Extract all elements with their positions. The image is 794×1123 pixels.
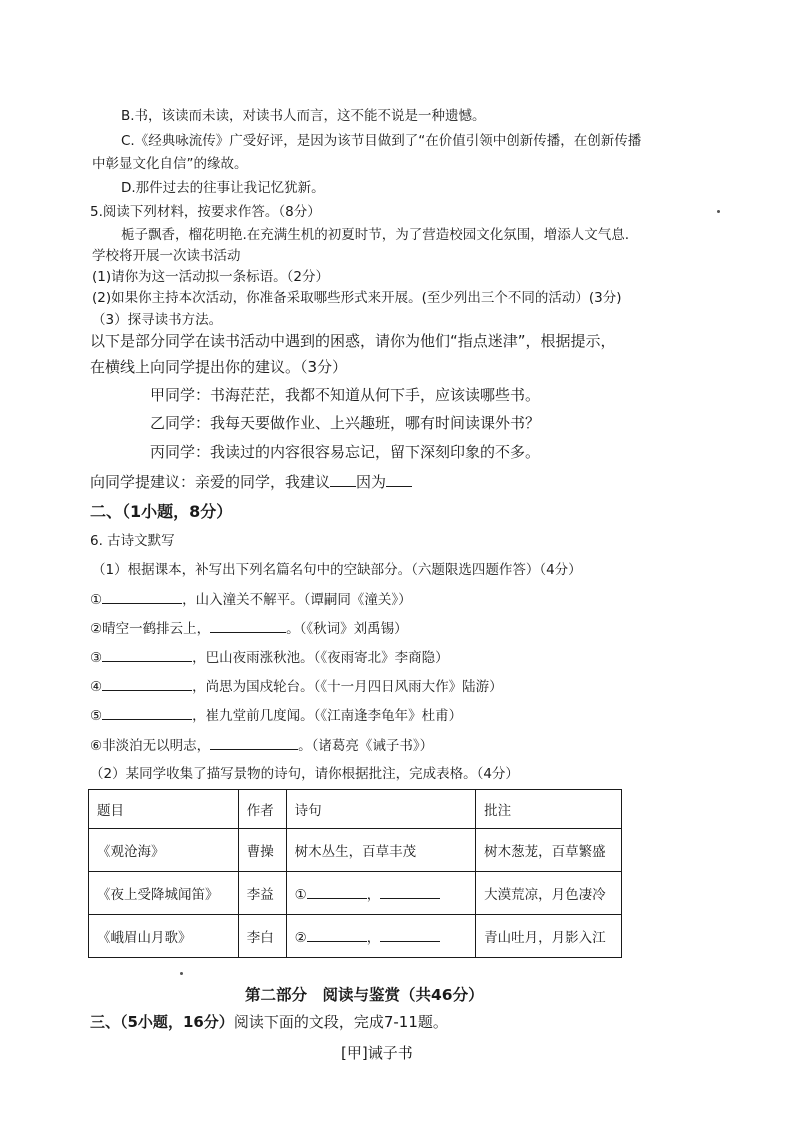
section3-heading-bold: 三、（5小题，16分） [90, 1013, 234, 1031]
table-header-note: 批注 [476, 790, 622, 829]
option-c-line2: 中彰显文化自信”的缘故。 [92, 156, 248, 172]
question6-part1-prompt: （1）根据课本，补写出下列名篇名句中的空缺部分。（六题限选四题作答）（4分） [92, 562, 582, 578]
student-c-text: 丙同学：我读过的内容很容易忘记，留下深刻印象的不多。 [150, 443, 541, 461]
verse-blank-2a[interactable] [307, 928, 367, 942]
recite-item-5: ⑤ ，崔九堂前几度闻。（《江南逢李龟年》杜甫） [90, 708, 463, 724]
recite-blank-6[interactable] [210, 736, 298, 750]
option-c-line1: C.《经典咏流传》广受好评，是因为该节目做到了“在价值引领中创新传播，在创新传播 [121, 133, 642, 149]
question5-sub2: (2)如果你主持本次活动，你准备采取哪些形式来开展。(至少列出三个不同的活动）(3分) [92, 290, 622, 306]
table-header-author: 作者 [238, 790, 286, 829]
verse-blank-2b[interactable] [380, 928, 440, 942]
recite-item-2: ②晴空一鹤排云上， 。（《秋词》刘禹锡） [90, 621, 408, 637]
student-a-text: 甲同学：书海茫茫，我都不知道从何下手，应该读哪些书。 [150, 386, 541, 404]
recite-blank-1[interactable] [102, 590, 182, 604]
recite-item-1: ① ，山入潼关不解平。（谭嗣同《潼关》） [90, 592, 412, 608]
question5-material-line1: 栀子飘香，榴花明艳.在充满生机的初夏时节，为了营造校园文化氛围，增添人文气息. [121, 227, 630, 243]
verse-cell-2: ② ， [286, 915, 475, 958]
student-b-text: 乙同学：我每天要做作业、上兴趣班，哪有时间读课外书？ [150, 414, 541, 432]
question5-heading: 5.阅读下列材料，按要求作答。（8分） [90, 204, 321, 220]
advice-line [90, 473, 412, 491]
advice-blank-2[interactable] [386, 473, 412, 487]
table-row: 《观沧海》 曹操 树木丛生，百草丰茂 树木葱茏，百草繁盛 [89, 829, 622, 872]
table-header-title: 题目 [89, 790, 239, 829]
advice-mid: 因为 [356, 473, 387, 491]
section2-heading: 二、（1小题，8分） [90, 502, 233, 521]
recite-blank-4[interactable] [102, 677, 192, 691]
table-header-row [89, 790, 622, 829]
section3-heading-rest: 阅读下面的文段，完成7-11题。 [233, 1013, 448, 1031]
verse-blank-1a[interactable] [307, 885, 367, 899]
recite-item-3: ③ ，巴山夜雨涨秋池。（《夜雨寄北》李商隐） [90, 650, 449, 666]
section3-heading [90, 1012, 448, 1032]
question5-material-line2: 学校将开展一次读书活动 [92, 248, 241, 264]
scan-speck [717, 210, 720, 213]
recite-item-4: ④ ，尚思为国戍轮台。（《十一月四日风雨大作》陆游） [90, 679, 503, 695]
passage-title: [甲]诫子书 [341, 1044, 413, 1062]
question6-part2-prompt: （2）某同学收集了描写景物的诗句，请你根据批注，完成表格。（4分） [90, 766, 519, 782]
poem-table [88, 789, 622, 958]
option-d: D.那件过去的往事让我记忆犹新。 [121, 180, 325, 196]
verse-cell-1: ① ， [286, 872, 475, 915]
table-row: 《峨眉山月歌》 李白 ② ， 青山吐月，月影入江 [89, 915, 622, 958]
question5-intro-line1: 以下是部分同学在读书活动中遇到的困惑，请你为他们“指点迷津”，根据提示， [90, 332, 616, 350]
question5-sub3: （3）探寻读书方法。 [92, 312, 223, 328]
question5-sub1: (1)请你为这一活动拟一条标语。（2分） [92, 269, 329, 285]
table-header-verse: 诗句 [286, 790, 475, 829]
recite-blank-5[interactable] [102, 706, 192, 720]
table-row: 《夜上受降城闻笛》 李益 ① ， 大漠荒凉，月色凄冷 [89, 872, 622, 915]
scan-speck [180, 972, 183, 975]
option-b: B.书，该读而未读，对读书人而言，这不能不说是一种遗憾。 [121, 108, 486, 124]
recite-blank-3[interactable] [102, 648, 192, 662]
verse-blank-1b[interactable] [380, 885, 440, 899]
part2-heading: 第二部分 阅读与鉴赏（共46分） [245, 986, 484, 1004]
recite-item-6: ⑥非淡泊无以明志， 。（诸葛亮《诫子书》） [90, 738, 434, 754]
advice-blank-1[interactable] [330, 473, 356, 487]
question5-intro-line2: 在横线上向同学提出你的建议。（3分） [90, 358, 348, 376]
advice-prefix: 向同学提建议：亲爱的同学，我建议 [90, 473, 331, 491]
recite-blank-2[interactable] [210, 619, 286, 633]
question6-heading: 6. 古诗文默写 [90, 533, 175, 549]
